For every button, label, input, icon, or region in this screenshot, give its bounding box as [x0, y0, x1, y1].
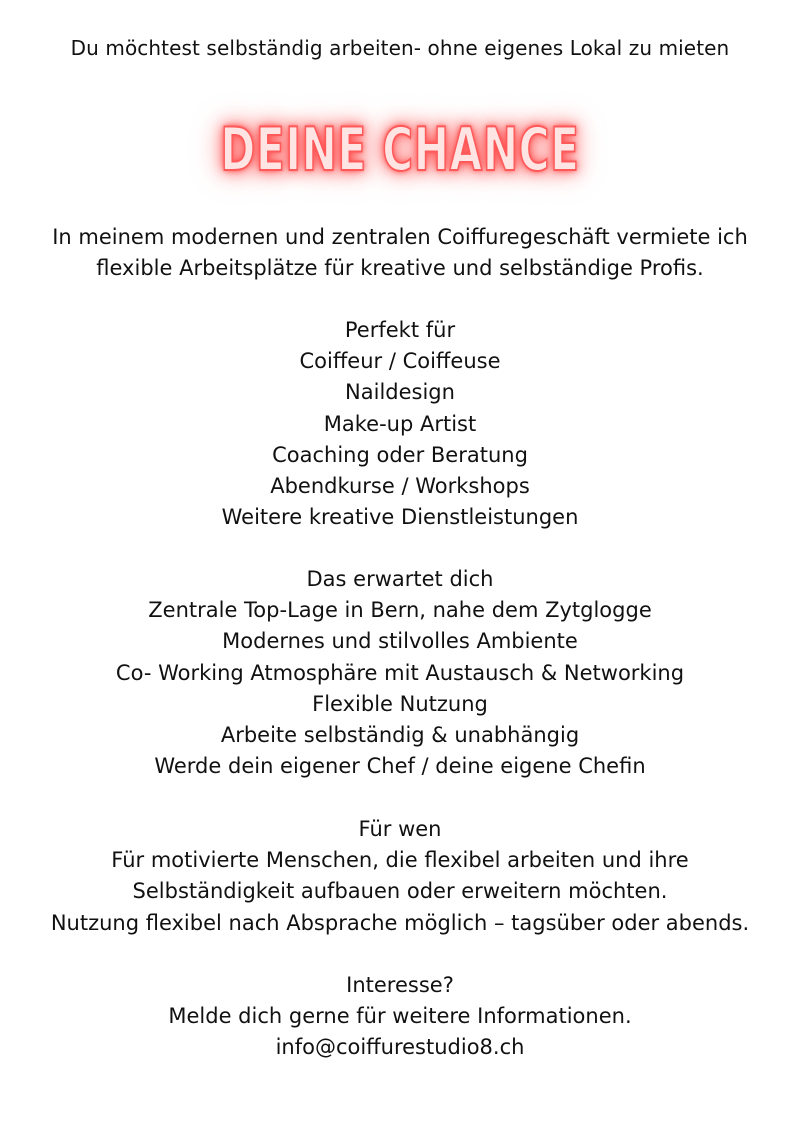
list-item: Abendkurse / Workshops [270, 474, 530, 499]
list-item: Flexible Nutzung [312, 691, 488, 716]
contact-text: Melde dich gerne für weitere Informationen. [168, 1004, 632, 1029]
list-item: Arbeite selbständig & unabhängig [220, 723, 580, 748]
list-item: Coiffeur / Coiffeuse [299, 349, 501, 374]
das-erwartet-dich-section [0, 564, 800, 782]
intro-text: Du möchtest selbständig arbeiten- ohne eigenes Lokal zu mieten [70, 36, 730, 60]
section-title: Für wen [358, 817, 442, 841]
neon-headline: DEINE CHANCE [220, 115, 580, 185]
interesse-section [0, 970, 800, 1064]
description-line: In meinem modernen und zentralen Coiffuregeschäft vermiete ich [52, 225, 748, 249]
paragraph-line: Für motivierte Menschen, die flexibel arbeiten und ihre [111, 848, 689, 873]
list-item: Weitere kreative Dienstleistungen [221, 505, 579, 530]
list-item: Make-up Artist [323, 411, 477, 436]
section-title: Perfekt für [344, 318, 456, 342]
section-title: Interesse? [346, 973, 454, 997]
list-item: Zentrale Top-Lage in Bern, nahe dem Zytglogge [148, 598, 652, 623]
description-line: flexible Arbeitsplätze für kreative und selbständige Profis. [96, 256, 704, 281]
paragraph-line: Nutzung flexibel nach Absprache möglich – tagsüber oder abends. [50, 910, 750, 935]
list-item: Co- Working Atmosphäre mit Austausch & Networking [115, 660, 685, 685]
section-title: Das erwartet dich [306, 567, 494, 591]
list-item: Werde dein eigener Chef / deine eigene Chefin [154, 754, 646, 779]
paragraph-line: Selbständigkeit aufbauen oder erweitern möchten. [132, 879, 668, 904]
contact-email[interactable]: info@coiffurestudio8.ch [275, 1035, 525, 1060]
list-item: Naildesign [345, 380, 455, 405]
perfekt-fuer-section [0, 315, 800, 533]
list-item: Coaching oder Beratung [272, 442, 528, 467]
list-item: Modernes und stilvolles Ambiente [222, 629, 578, 654]
fuer-wen-section [0, 814, 800, 939]
description-block [0, 222, 800, 284]
